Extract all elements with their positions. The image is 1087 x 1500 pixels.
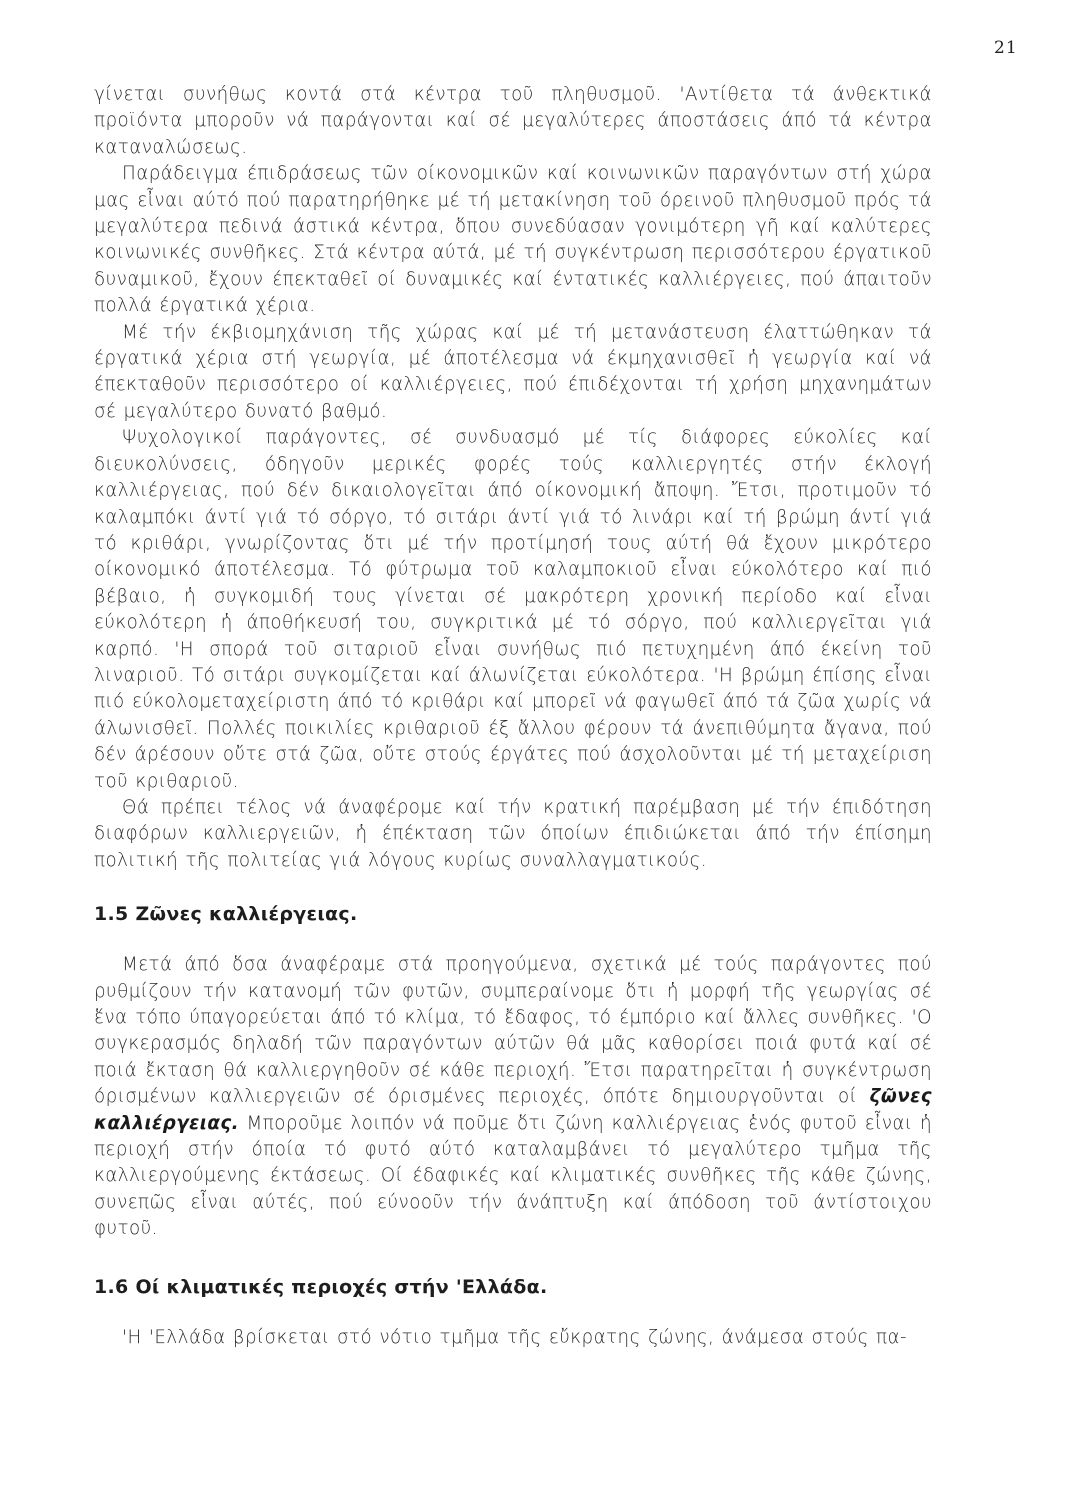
page-number: 21: [994, 38, 1018, 58]
paragraph-7: 'Η 'Ελλάδα βρίσκεται στό νότιο τμῆμα τῆς εὔκρατης ζώνης, άνάμεσα στούς πα-: [122, 1326, 908, 1348]
term-cultivation-zones: ζῶνες καλλιέργειας.: [94, 1086, 933, 1134]
paragraph-3: Μέ τήν έκβιομηχάνιση τῆς χώρας καί μέ τή μετανάστευση έλαττώθηκαν τά έργατικά χέρια στή γεωργία, μέ άποτέλεσμα νά έκμηχανισθεῖ ἡ γεωργία καί νά έπεκταθοῦν περισσότερο οί καλλιέργειες, πού έπιδέχονται τή χρήση μηχανημάτων σέ μεγαλύτερο δυνατό βαθμό.: [94, 321, 932, 422]
paragraph-5: Θά πρέπει τέλος νά άναφέρομε καί τήν κρατική παρέμβαση μέ τήν έπιδότηση διαφόρων καλλιεργειῶν, ἡ έπέκταση τῶν όποίων έπιδιώκεται άπό τήν έπίσημη πολιτική τῆς πολιτείας γιά λόγους κυρίως συναλλαγματικούς.: [94, 796, 932, 871]
paragraph-6-text-b: Μποροῦμε λοιπόν νά ποῦμε ὅτι ζώνη καλλιέργειας ἑνός φυτοῦ εἶναι ἡ περιοχή στήν όποία τό φυτό αύτό καταλαμβάνει τό μεγαλύτερο τμῆμα τῆς καλλιεργούμενης έκτάσεως. Οί έδαφικές καί κλιματικές συνθῆκες τῆς κάθε ζώνης, συνεπῶς εἶναι αύτές, πού εύνοοῦν τήν άνάπτυξη καί άπόδοση τοῦ άντίστοιχου φυτοῦ.: [94, 1112, 932, 1240]
paragraph-6-text-a: Μετά άπό ὅσα άναφέραμε στά προηγούμενα, σχετικά μέ τούς παράγοντες πού ρυθμίζουν τήν κατανομή τῶν φυτῶν, συμπεραίνομε ὅτι ἡ μορφή τῆς γεωργίας σέ ἕνα τόπο ύπαγορεύεται άπό τό κλίμα, τό ἔδαφος, τό έμπόριο καί ἄλλες συνθῆκες. 'Ο συγκερασμός δηλαδή τῶν παραγόντων αύτῶν θά μᾶς καθορίσει ποιά φυτά καί σέ ποιά ἔκταση θά καλλιεργηθοῦν σέ κάθε περιοχή. Ἔτσι παρατηρεῖται ἡ συγκέντρωση όρισμένων καλλιεργειῶν σέ όρισμένες περιοχές, όπότε δημιουργοῦνται οί: [94, 954, 932, 1108]
page-body: [94, 82, 932, 1351]
paragraph-2: Παράδειγμα έπιδράσεως τῶν οίκονομικῶν καί κοινωνικῶν παραγόντων στή χώρα μας εἶναι αύτό πού παρατηρήθηκε μέ τή μετακίνηση τοῦ όρεινοῦ πληθυσμοῦ πρός τά μεγαλύτερα πεδινά άστικά κέντρα, ὅπου συνεδύασαν γονιμότερη γῆ καί καλύτερες κοινωνικές συνθῆκες. Στά κέντρα αύτά, μέ τή συγκέντρωση περισσότερου έργατικοῦ δυναμικοῦ, ἔχουν έπεκταθεῖ οί δυναμικές καί έντατικές καλλιέργειες, πού άπαιτοῦν πολλά έργατικά χέρια.: [94, 163, 932, 317]
paragraph-4: Ψυχολογικοί παράγοντες, σέ συνδυασμό μέ τίς διάφορες εύκολίες καί διευκολύνσεις, όδηγοῦν μερικές φορές τούς καλλιεργητές στήν έκλογή καλλιέργειας, πού δέν δικαιολογεῖται άπό οίκονομική ἄποψη. Ἔτσι, προτιμοῦν τό καλαμπόκι άντί γιά τό σόργο, τό σιτάρι άντί γιά τό λινάρι καί τή βρώμη άντί γιά τό κριθάρι, γνωρίζοντας ὅτι μέ τήν προτίμησή τους αύτή θά ἔχουν μικρότερο οίκονομικό άποτέλεσμα. Τό φύτρωμα τοῦ καλαμποκιοῦ εἶναι εύκολότερο καί πιό βέβαιο, ἡ συγκομιδή τους γίνεται σέ μακρότερη χρονική περίοδο καί εἶναι εύκολότερη ἡ άποθήκευσή του, συγκριτικά μέ τό σόργο, πού καλλιεργεῖται γιά καρπό. 'Η σπορά τοῦ σιταριοῦ εἶναι συνήθως πιό πετυχημένη άπό έκείνη τοῦ λιναριοῦ. Τό σιτάρι συγκομίζεται καί άλωνίζεται εύκολότερα. 'Η βρώμη έπίσης εἶναι πιό εύκολομεταχείριστη άπό τό κριθάρι καί μπορεῖ νά φαγωθεῖ άπό τά ζῶα χωρίς νά άλωνισθεῖ. Πολλές ποικιλίες κριθαριοῦ έξ ἄλλου φέρουν τά άνεπιθύμητα ἄγανα, πού δέν άρέσουν οὔτε στά ζῶα, οὔτε στούς έργάτες πού άσχολοῦνται μέ τή μεταχείριση τοῦ κριθαριοῦ.: [94, 427, 932, 792]
section-heading-1-5: 1.5 Ζῶνες καλλιέργειας.: [94, 903, 358, 926]
paragraph-1: γίνεται συνήθως κοντά στά κέντρα τοῦ πληθυσμοῦ. 'Αντίθετα τά άνθεκτικά προϊόντα μποροῦν νά παράγονται καί σέ μεγαλύτερες άποστάσεις άπό τά κέντρα καταναλώσεως.: [94, 84, 932, 158]
section-heading-1-6: 1.6 Οί κλιματικές περιοχές στήν 'Ελλάδα.: [94, 1275, 548, 1298]
paragraph-6: [94, 952, 932, 1242]
